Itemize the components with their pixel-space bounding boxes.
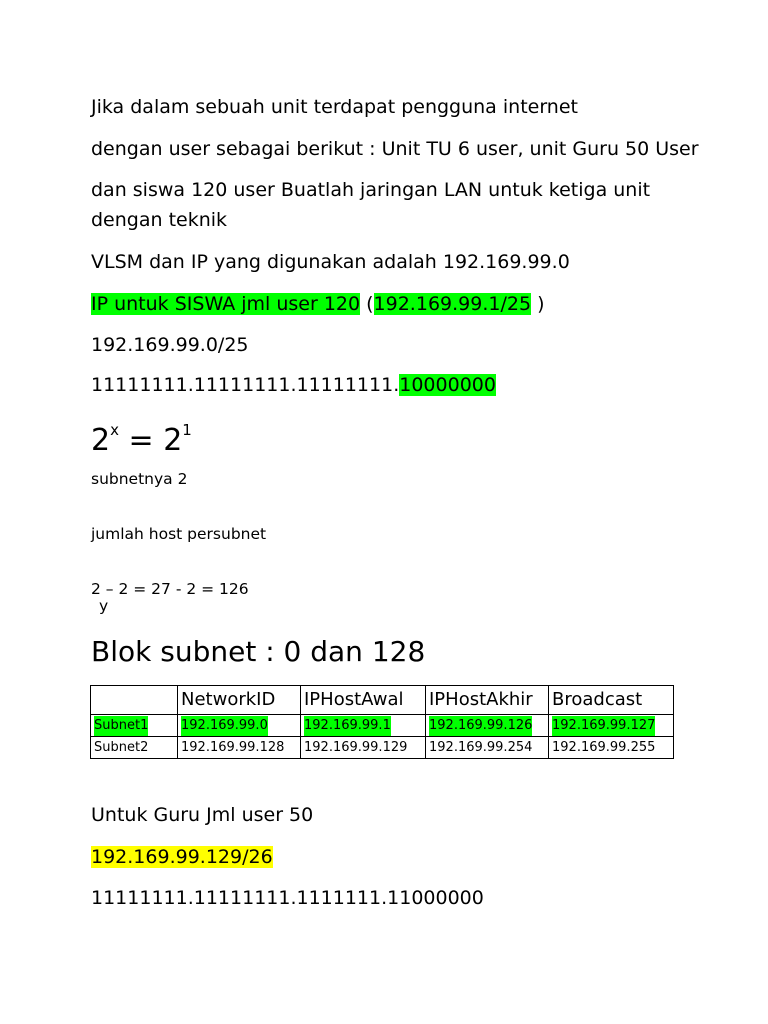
table-cell [178,715,301,737]
guru-ip-line [91,845,273,869]
subnet1-broadcast: 192.169.99.127 [552,716,655,736]
table-header-iphostawal: IPHostAwal [301,686,426,715]
siswa-mask [91,373,496,397]
table-header-broadcast: Broadcast [549,686,674,715]
host-formula: 2 – 2 = 27 - 2 = 126 [91,580,249,598]
intro-line-5: VLSM dan IP yang digunakan adalah 192.169.99.0 [91,251,570,273]
siswa-ip: 192.169.99.1/25 [373,293,532,315]
eq-base-right: = 2 [118,423,183,458]
block-subnet-title: Blok subnet : 0 dan 128 [91,635,426,668]
table-header-row [91,686,674,715]
eq-exp-left: x [110,421,119,439]
host-formula-exponent: y [99,597,109,615]
table-header-iphostakhir: IPHostAkhir [426,686,549,715]
subnet2-broadcast: 192.169.99.255 [549,737,674,759]
guru-mask: 11111111.11111111.1111111.11000000 [91,887,484,909]
table-cell [91,715,178,737]
host-label: jumlah host persubnet [91,525,267,543]
mask-suffix: 10000000 [399,374,496,396]
subnet1-label: Subnet1 [94,716,148,736]
intro-line-2: dengan user sebagai berikut : Unit TU 6 user, unit Guru 50 User [91,138,699,160]
subnet1-networkid: 192.169.99.0 [181,716,268,736]
intro-line-4: dengan teknik [91,209,228,231]
siswa-heading [91,292,545,316]
subnet1-hostawal: 192.169.99.1 [304,716,391,736]
eq-exp-right: 1 [182,421,192,439]
subnet-count: subnetnya 2 [91,470,188,488]
guru-heading: Untuk Guru Jml user 50 [91,804,314,826]
table-cell [301,715,426,737]
siswa-close-paren: ) [531,293,545,315]
table-header-networkid: NetworkID [178,686,301,715]
mask-prefix: 11111111.11111111.11111111. [91,374,400,396]
subnet1-hostakhir: 192.169.99.126 [429,716,532,736]
siswa-label: IP untuk SISWA jml user 120 [91,293,361,315]
subnet-table [90,685,674,759]
subnet2-networkid: 192.169.99.128 [178,737,301,759]
siswa-open-paren: ( [360,293,374,315]
siswa-network: 192.169.99.0/25 [91,334,249,356]
table-header-blank [91,686,178,715]
subnet2-hostawal: 192.169.99.129 [301,737,426,759]
subnet2-hostakhir: 192.169.99.254 [426,737,549,759]
table-cell [426,715,549,737]
table-row [91,737,674,759]
subnet2-label: Subnet2 [91,737,178,759]
intro-line-3: dan siswa 120 user Buatlah jaringan LAN untuk ketiga unit [91,179,651,201]
table-row [91,715,674,737]
intro-line-1: Jika dalam sebuah unit terdapat pengguna internet [91,96,578,118]
guru-ip: 192.169.99.129/26 [91,846,273,868]
subnet-equation [91,416,192,459]
eq-base-left: 2 [91,423,111,458]
table-cell [549,715,674,737]
